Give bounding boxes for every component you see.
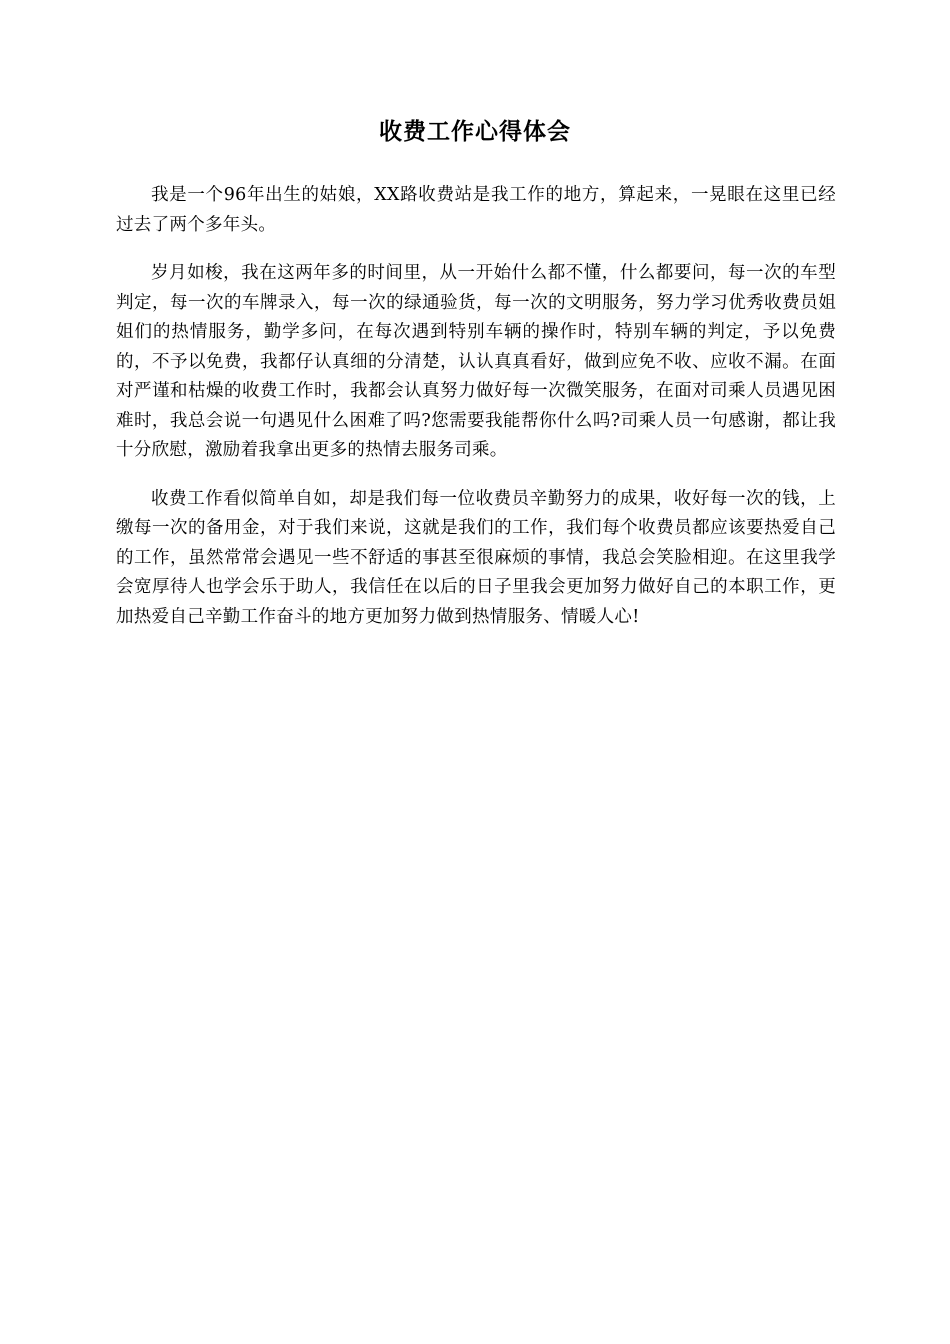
document-title: 收费工作心得体会 bbox=[379, 118, 571, 145]
paragraph-3: 收费工作看似简单自如，却是我们每一位收费员辛勤努力的成果，收好每一次的钱，上缴每一次的备用金，对于我们来说，这就是我们的工作，我们每个收费员都应该要热爱自己的工作，虽然常常会遇见一些不舒适的事甚至很麻烦的事情，我总会笑脸相迎。在这里我学会宽厚待人也学会乐于助人，我信任在以后的日子里我会更加努力做好自己的本职工作，更加热爱自己辛勤工作奋斗的地方更加努力做到热情服务、情暖人心! bbox=[116, 488, 836, 627]
document-body bbox=[116, 181, 836, 651]
paragraph-2: 岁月如梭，我在这两年多的时间里，从一开始什么都不懂，什么都要问，每一次的车型判定，每一次的车牌录入，每一次的绿通验货，每一次的文明服务，努力学习优秀收费员姐姐们的热情服务，勤学多问，在每次遇到特别车辆的操作时，特别车辆的判定，予以免费的，不予以免费，我都仔认真细的分清楚，认认真真看好，做到应免不收、应收不漏。在面对严谨和枯燥的收费工作时，我都会认真努力做好每一次微笑服务，在面对司乘人员遇见困难时，我总会说一句遇见什么困难了吗?您需要我能帮你什么吗?司乘人员一句感谢，都让我十分欣慰，激励着我拿出更多的热情去服务司乘。 bbox=[116, 263, 836, 460]
paragraph-1: 我是一个96年出生的姑娘，XX路收费站是我工作的地方，算起来，一晃眼在这里已经过去了两个多年头。 bbox=[116, 185, 836, 235]
